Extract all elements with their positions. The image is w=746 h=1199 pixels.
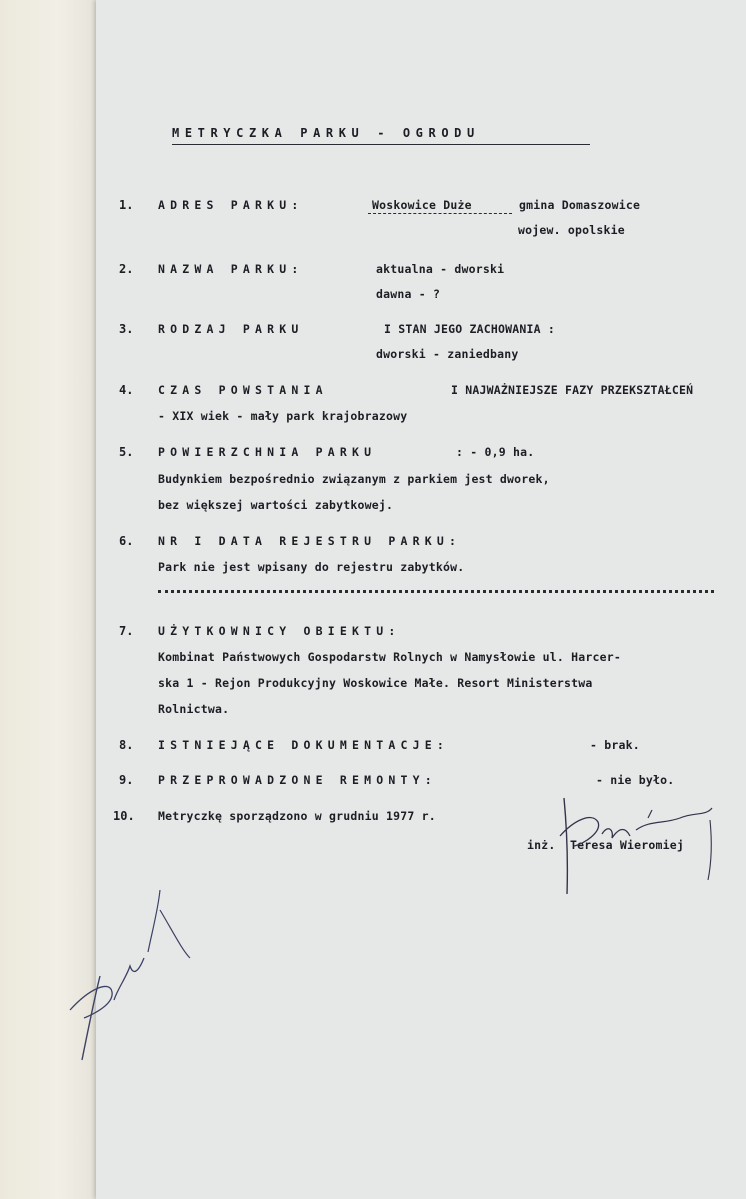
margin-initials-signature <box>60 880 200 1070</box>
item-label: ADRES PARKU: <box>158 198 304 212</box>
item-text: dworski - zaniedbany <box>376 347 519 361</box>
item-number: 5. <box>119 445 134 459</box>
item-value: - brak. <box>590 738 640 752</box>
item-number: 2. <box>119 262 134 276</box>
document-title: METRYCZKA PARKU - OGRODU <box>172 126 480 140</box>
item-label: RODZAJ PARKU <box>158 322 304 336</box>
item-text: bez większej wartości zabytkowej. <box>158 498 394 512</box>
item-label: ISTNIEJĄCE DOKUMENTACJE: <box>158 738 449 752</box>
item-label: CZAS POWSTANIA <box>158 383 328 397</box>
item-label: UŻYTKOWNICY OBIEKTU: <box>158 624 401 638</box>
item-label: PRZEPROWADZONE REMONTY: <box>158 773 437 787</box>
item-number: 8. <box>119 738 134 752</box>
item-value: - nie było. <box>596 773 675 787</box>
item-label: NR I DATA REJESTRU PARKU: <box>158 534 462 548</box>
item-text: Park nie jest wpisany do rejestru zabytków. <box>158 560 465 574</box>
item-text: gmina Domaszowice <box>519 198 641 212</box>
handwritten-signature <box>540 790 746 900</box>
dotted-separator <box>158 590 714 593</box>
item-value: Woskowice Duże <box>372 198 472 212</box>
item-text: Metryczkę sporządzono w grudniu 1977 r. <box>158 809 436 823</box>
item-text: Rolnictwa. <box>158 702 230 716</box>
item-number: 7. <box>119 624 134 638</box>
value-underline <box>368 213 512 214</box>
item-number: 4. <box>119 383 134 397</box>
item-value: : - 0,9 ha. <box>456 445 535 459</box>
item-text: Budynkiem bezpośrednio związanym z parkiem jest dworek, <box>158 472 550 486</box>
signature-name: Teresa Wieromiej <box>570 838 684 852</box>
item-number: 6. <box>119 534 134 548</box>
item-number: 9. <box>119 773 134 787</box>
item-text: dawna - ? <box>376 287 441 301</box>
item-text: wojew. opolskie <box>518 223 625 237</box>
item-label: I NAJWAŻNIEJSZE FAZY PRZEKSZTAŁCEŃ <box>451 383 694 397</box>
item-number: 3. <box>119 322 134 336</box>
item-text: ska 1 - Rejon Produkcyjny Woskowice Małe. Resort Ministerstwa <box>158 676 593 690</box>
signature-title: inż. <box>527 838 556 852</box>
item-label: NAZWA PARKU: <box>158 262 304 276</box>
item-text: Kombinat Państwowych Gospodarstw Rolnych w Namysłowie ul. Harcer- <box>158 650 622 664</box>
item-label: POWIERZCHNIA PARKU <box>158 445 377 459</box>
title-underline <box>172 144 590 145</box>
item-text: - XIX wiek - mały park krajobrazowy <box>158 409 408 423</box>
item-number: 10. <box>113 809 135 823</box>
item-number: 1. <box>119 198 134 212</box>
item-label: I STAN JEGO ZACHOWANIA : <box>384 322 555 336</box>
item-text: aktualna - dworski <box>376 262 505 276</box>
